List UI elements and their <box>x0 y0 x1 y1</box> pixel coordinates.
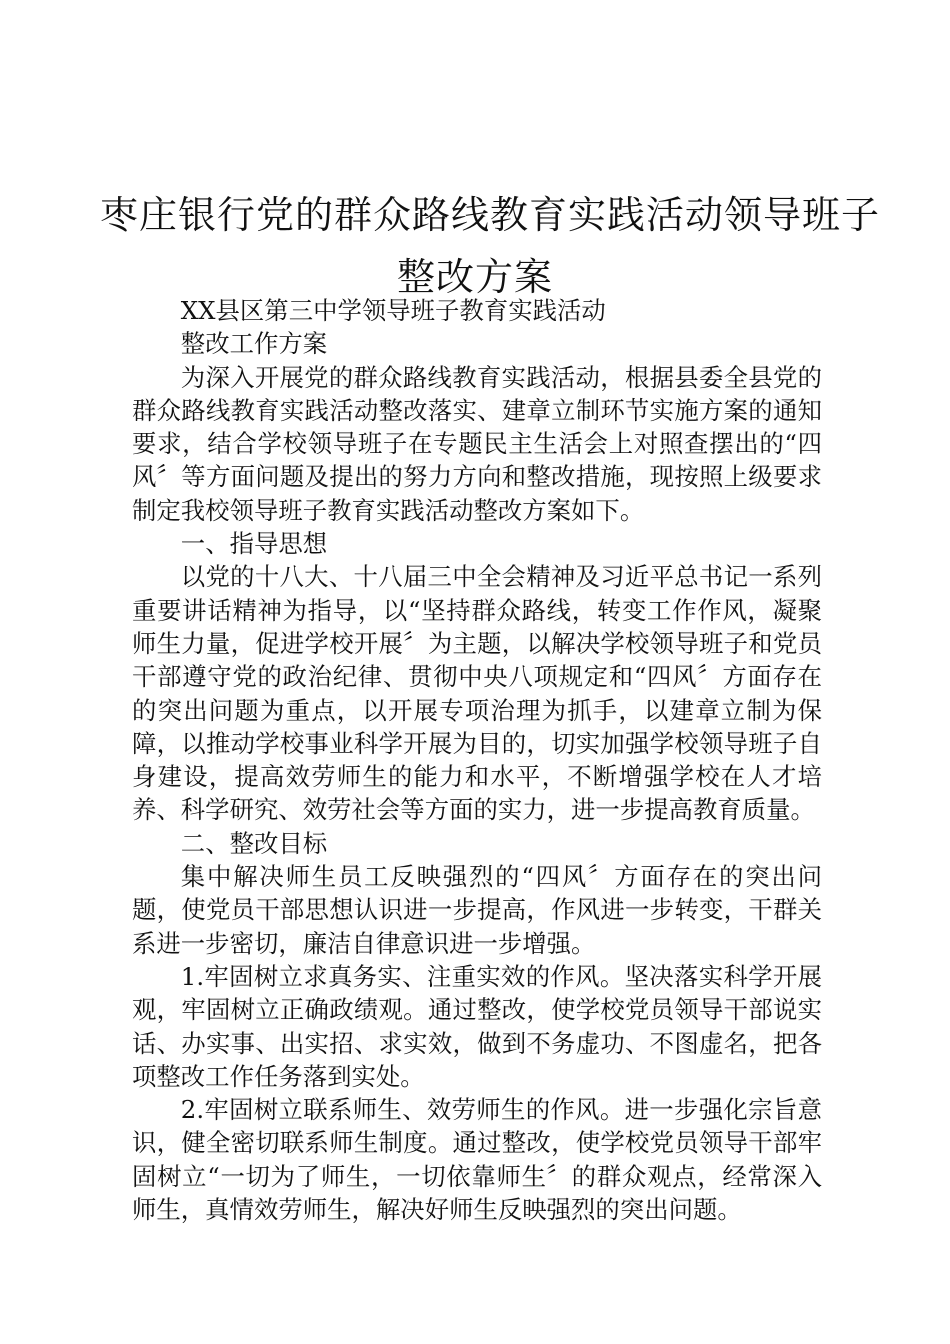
intro-paragraph: 为深入开展党的群众路线教育实践活动，根据县委全县党的群众路线教育实践活动整改落实、建章立制环节实施方案的通知要求，结合学校领导班子在专题民主生活会上对照查摆出的“四风〞等方面问题及提出的努力方向和整改措施，现按照上级要求制定我校领导班子教育实践活动整改方案如下。 <box>132 362 822 525</box>
section-heading-goals: 二、整改目标 <box>180 828 328 858</box>
document-title-line-1: 枣庄银行党的群众路线教育实践活动领导班子 <box>100 193 881 237</box>
guiding-ideology-paragraph: 以党的十八大、十八届三中全会精神及习近平总书记一系列重要讲话精神为指导，以“坚持群众路线，转变工作作风，凝聚师生力量，促进学校开展〞为主题，以解决学校领导班子和党员干部遵守党的政治纪律、贯彻中央八项规定和“四风〞方面存在的突出问题为重点，以开展专项治理为抓手，以建章立制为保障，以推动学校事业科学开展为目的，切实加强学校领导班子自身建设，提高效劳师生的能力和水平，不断增强学校在人才培养、科学研究、效劳社会等方面的实力，进一步提高教育质量。 <box>132 562 822 825</box>
document-body <box>132 294 822 1226</box>
goals-paragraph: 集中解决师生员工反映强烈的“四风〞方面存在的突出问题，使党员干部思想认识进一步提高，作风进一步转变，干群关系进一步密切，廉洁自律意识进一步增强。 <box>132 862 822 958</box>
plan-subtitle-line: 整改工作方案 <box>180 329 328 359</box>
document-title-line-2: 整改方案 <box>396 255 553 299</box>
school-name-line: XX县区第三中学领导班子教育实践活动 <box>180 296 606 325</box>
goal-item-1: 1.牢固树立求真务实、注重实效的作风。坚决落实科学开展观，牢固树立正确政绩观。通过整改，使学校党员领导干部说实话、办实事、出实招、求实效，做到不务虚功、不图虚名，把各项整改工作任务落到实处。 <box>132 961 822 1091</box>
section-heading-guiding-ideology: 一、指导思想 <box>180 529 328 559</box>
goal-item-2: 2.牢固树立联系师生、效劳师生的作风。进一步强化宗旨意识，健全密切联系师生制度。通过整改，使学校党员领导干部牢固树立“一切为了师生，一切依靠师生〞的群众观点，经常深入师生，真情效劳师生，解决好师生反映强烈的突出问题。 <box>132 1095 822 1225</box>
